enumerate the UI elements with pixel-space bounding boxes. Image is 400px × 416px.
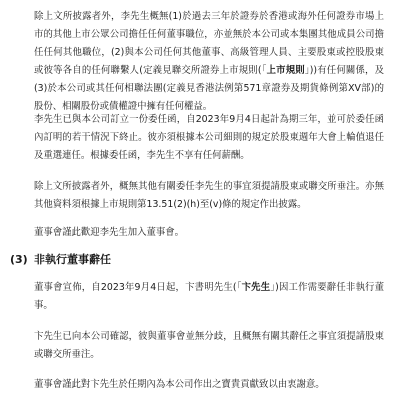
defined-term-listing-rules: 上市規則: [266, 65, 305, 76]
paragraph-disclosure-li: [34, 8, 384, 116]
paragraph-welcome: 董事會謹此歡迎李先生加入董事會。: [34, 227, 185, 238]
section-heading: [10, 251, 111, 267]
paragraph-no-other-matters: 除上文所披露者外，概無其他有關委任李先生的事宜須提請股東或聯交所垂注。亦無其他資料須根據上市規則第13.51(2)(h)至(v)條的規定作出披露。: [34, 181, 384, 210]
text-run: 」)因工作需要辭任非執行董事。: [34, 282, 384, 311]
paragraph-appointment-letter: 李先生已與本公司訂立一份委任函，自2023年9月4日起計為期三年，並可於委任函內訂明的若干情況下終止。彼亦須根據本公司細則的規定於股東週年大會上輪值退任及重選連任。根據委任函，李先生不享有任何薪酬。: [34, 114, 384, 161]
text-run: 董事會宣佈，自2023年9月4日起，卞書明先生(「: [34, 282, 242, 293]
paragraph-no-disagreement: 卞先生已向本公司確認，彼與董事會並無分歧，且概無有關其辭任之事宜須提請股東或聯交所垂注。: [34, 331, 384, 360]
text-run: 」))有任何關係，及(3)於本公司或其任何相聯法團(定義見香港法例第571章證券及期貨條例第XV部)的股份、相關股份或債權證中擁有任何權益。: [34, 65, 384, 112]
section-title: 非執行董事辭任: [34, 253, 111, 266]
text-run: 除上文所披露者外，李先生概無(1)於過去三年於證券於香港或海外任何證券市場上市的其他上市公眾公司擔任任何董事職位，亦並無於本公司或本集團其他成員公司擔任任何其他職位，(2)與本公司任何其他董事、高級管理人員、主要股東或控股股東或彼等各自的任何聯繫人(定義見聯交所證券上市規則(「: [34, 11, 384, 76]
defined-term-mr-bian: 卞先生: [241, 282, 271, 293]
paragraph-resignation: [34, 279, 384, 315]
section-number: (3): [10, 253, 28, 266]
paragraph-thanks: 董事會謹此對卞先生於任期內為本公司作出之寶貴貢獻致以由衷謝意。: [34, 379, 325, 390]
